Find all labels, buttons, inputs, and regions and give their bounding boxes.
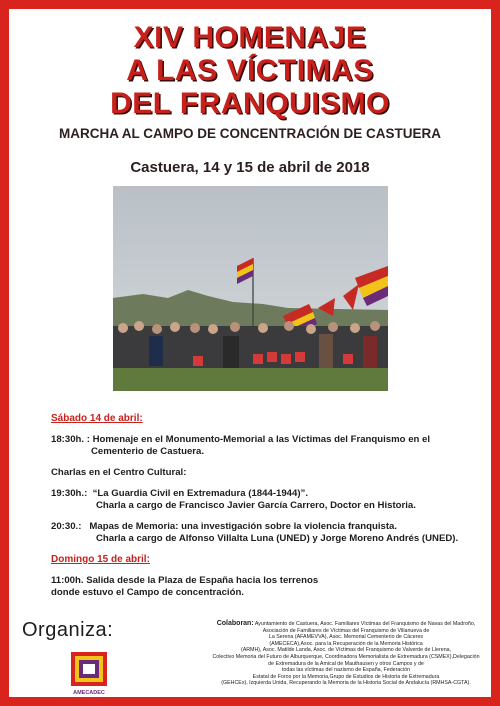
- amecadec-logo: [65, 650, 113, 696]
- header: [9, 21, 491, 176]
- item-2-line-2: Charla a cargo de Francisco Javier García Carrero, Doctor en Historia.: [96, 500, 416, 511]
- item-3-time: 20:30.:: [51, 521, 90, 532]
- schedule-item-2: [51, 488, 481, 512]
- schedule-item-1: [51, 434, 481, 458]
- item-2-time: 19:30h.:: [51, 488, 93, 499]
- item-3-line-2: Charla a cargo de Alfonso Villalta Luna (UNED) y Jorge Moreno Andrés (UNED).: [96, 533, 459, 544]
- logo-mark: [65, 650, 113, 696]
- colaboran-line-9: (GEHCEx), Izquierda Unida, Recuperando la Memoria de la Historia Social de Andalucía (RMHSA-CGTA).: [221, 680, 471, 687]
- colaboran-line-6: de Extremadura de la Amical de Mauthausen y otros Campos y de: [268, 660, 424, 667]
- item-4-line-2: donde estuvo el Campo de concentración.: [51, 587, 244, 598]
- colaboran-line-2: La Serena (AFAMEVVA), Asoc. Memorial Cementerio de Cáceres: [268, 634, 424, 641]
- colaboran-line-4: (ARMH), Asoc. Matilde Landa, Asoc. de Víctimas del Franquismo de Valverde de Llerena,: [240, 647, 452, 654]
- photo-illustration: [113, 186, 388, 391]
- title-line-1: XIV HOMENAJE: [133, 21, 367, 54]
- item-3-line-1: Mapas de Memoria: una investigación sobre la violencia franquista.: [89, 521, 398, 532]
- colaboran-line-1: Asociación de Familiares de Víctimas del Franquismo de Villanueva de: [262, 627, 430, 634]
- colaboran-line-5: Colectivo Memoria del Futuro de Alburquerque, Coordinadora Memorialista de Extremadura (CSMEX),Delegación: [212, 653, 480, 660]
- logo-text: AMECADEC: [73, 690, 105, 696]
- colaboran-text-0: Ayuntamiento de Castuera, Asoc. Familiares Víctimas del Franquismo de Navas del Madroño,: [254, 621, 476, 627]
- colaboran-label: Colaboran:: [216, 620, 254, 627]
- saturday-heading: Sábado 14 de abril:: [51, 413, 143, 424]
- colaboran-block: [205, 621, 487, 687]
- event-date: Castuera, 14 y 15 de abril de 2018: [130, 159, 370, 176]
- subtitle: MARCHA AL CAMPO DE CONCENTRACIÓN DE CASTUERA: [58, 126, 441, 141]
- event-photo: [113, 186, 388, 391]
- sunday-heading: Domingo 15 de abril:: [51, 554, 150, 565]
- schedule-item-3: [51, 521, 481, 545]
- colaboran-line-7: todas las víctimas del nazismo de España, Federación: [281, 667, 411, 674]
- colaboran-line-3: (AMECECA),Asoc. para la Recuperación de la Memoria Histórica: [269, 640, 423, 647]
- item-1-line-1: Homenaje en el Monumento-Memorial a las Víctimas del Franquismo en el: [92, 434, 431, 445]
- schedule: [51, 413, 481, 599]
- page-title: [9, 21, 491, 120]
- organiza-label: Organiza:: [22, 619, 114, 641]
- item-1-line-2: Cementerio de Castuera.: [91, 446, 205, 457]
- colaboran-line-8: Estatal de Foros por la Memoria,Grupo de Estudios de Historia de Extremadura: [252, 673, 440, 680]
- talks-heading: Charlas en el Centro Cultural:: [51, 467, 187, 478]
- schedule-item-4: [51, 575, 481, 599]
- item-4-line-1: 11:00h. Salida desde la Plaza de España hacia los terrenos: [51, 575, 319, 586]
- item-1-time: 18:30h. :: [51, 434, 93, 445]
- colaboran-line-0: [205, 621, 487, 628]
- title-line-3: DEL FRANQUISMO: [110, 87, 390, 120]
- title-line-2: A LAS VÍCTIMAS: [126, 54, 374, 87]
- item-2-line-1: “La Guardia Civil en Extremadura (1844-1944)”.: [92, 488, 309, 499]
